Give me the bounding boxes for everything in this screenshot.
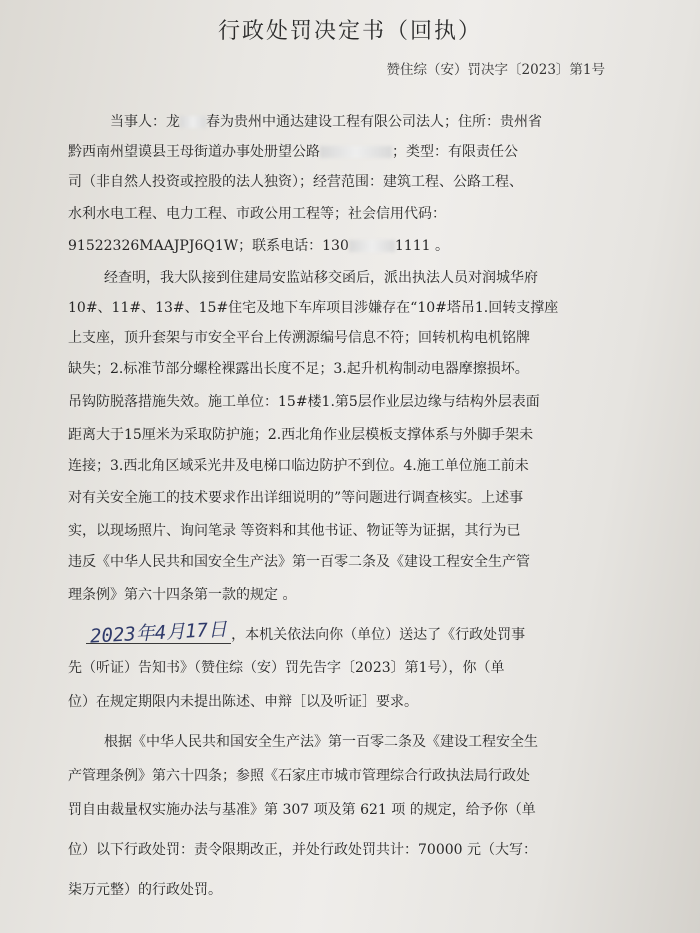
- text-span: 罚自由裁量权实施办法与基准》第 307 项及第 621 项 的规定，给予你（单: [68, 802, 536, 818]
- handwritten-date: 2023年4月17日: [89, 618, 228, 648]
- doc-line-21: [68, 766, 666, 786]
- phone-text: 91522326MAAJPJ6Q1W；联系电话：130: [68, 238, 349, 254]
- text-span: 距离大于15厘米为采取防护施；2.西北角作业层模板支撑体系与外脚手架未: [68, 427, 533, 445]
- text-span: 司（非自然人投资或控股的法人独资）；经营范围：建筑工程、公路工程、: [68, 174, 523, 192]
- document-number: 赞住综（安）罚决字〔2023〕第1号: [386, 62, 605, 78]
- penalty-amount: 责令限期改正，并处行政处罚共计：70000 元（大写：: [194, 842, 537, 860]
- party-text: 春为贵州中通达建设工程有限公司法人；住所：贵州省: [206, 114, 542, 130]
- text-span: 连接；3.西北角区域采光井及电梯口临边防护不到位。4.施工单位施工前未: [68, 458, 529, 476]
- text-span: 上支座，顶升套架与市安全平台上传溯源编号信息不符；回转机构电机铭牌: [68, 330, 530, 348]
- doc-line-17: [86, 618, 666, 648]
- text-span: ，本机关依法向你（单位）送达了《行政处罚事: [231, 627, 526, 643]
- doc-line-18: [68, 658, 666, 678]
- doc-line-15: [68, 552, 666, 572]
- doc-line-16: [68, 585, 666, 605]
- doc-line-7: [68, 298, 666, 318]
- phone-tail: 1111 。: [394, 238, 449, 254]
- doc-line-9: [68, 359, 666, 379]
- party-label: 当事人：龙: [110, 114, 180, 130]
- doc-line-24: [68, 880, 666, 900]
- text-span: 产管理条例》第六十四条；参照《石家庄市城市管理综合行政执法局行政处: [68, 768, 530, 786]
- doc-line-12: [68, 456, 666, 476]
- doc-line-3: [68, 172, 666, 192]
- doc-line-6: [104, 268, 666, 288]
- redaction: [180, 116, 206, 128]
- doc-line-10: [68, 392, 666, 412]
- text-span: 10#、11#、13#、15#住宅及地下车库项目涉嫌存在“10#塔吊1.回转支撑座: [68, 300, 558, 318]
- penalty-amount-words: 柒万元整）: [68, 882, 138, 900]
- doc-line-22: [68, 800, 666, 820]
- text-span: 位）在规定期限内未提出陈述、申辩［以及听证］要求。: [68, 694, 418, 710]
- doc-line-13: [68, 488, 666, 508]
- text-span: 吊钩防脱落措施失效。施工单位：15#楼1.第5层作业层边缘与结构外层表面: [68, 394, 540, 412]
- redaction: [349, 240, 395, 252]
- text-span: 位）以下行政处罚：: [68, 842, 194, 858]
- doc-line-11: [68, 425, 666, 445]
- address-text: 黔西南州望谟县王母街道办事处册望公路: [68, 144, 320, 160]
- text-span: 对有关安全施工的技术要求作出详细说明的”等问题进行调查核实。上述事: [68, 490, 523, 508]
- text-span: 先（听证）告知书》（赞住综（安）罚先告字〔2023〕第1号），你（单: [68, 660, 505, 676]
- text-span: 根据《中华人民共和国安全生产法》第一百零二条及《建设工程安全生: [104, 734, 538, 752]
- text-span: 水利水电工程、电力工程、市政公用工程等；社会信用代码：: [68, 206, 446, 224]
- text-span: 实，以现场照片、询问笔录 等资料和其他书证、物证等为证据，其行为已: [68, 523, 520, 541]
- redaction: [320, 146, 392, 158]
- doc-line-4: [68, 204, 666, 224]
- doc-line-14: [68, 521, 666, 541]
- doc-line-19: [68, 692, 666, 712]
- doc-line-8: [68, 328, 666, 348]
- text-span: 的行政处罚。: [138, 882, 222, 900]
- text-span: 缺失；2.标准节部分螺栓裸露出长度不足；3.起升机构制动电器摩擦损坏。: [68, 361, 529, 379]
- document-title: 行政处罚决定书（回执）: [217, 19, 482, 44]
- doc-line-5: [68, 236, 666, 256]
- type-text: ；类型：有限责任公: [392, 144, 518, 160]
- text-span: 理条例》第六十四条第一款的规定 。: [68, 587, 296, 605]
- text-span: 经查明，我大队接到住建局安监站移交函后，派出执法人员对润城华府: [104, 270, 538, 288]
- doc-line-20: [104, 732, 666, 752]
- doc-line-1: [110, 112, 666, 132]
- text-span: 违反《中华人民共和国安全生产法》第一百零二条及《建设工程安全生产管: [68, 554, 530, 572]
- doc-line-23: [68, 840, 666, 860]
- doc-line-2: [68, 142, 666, 162]
